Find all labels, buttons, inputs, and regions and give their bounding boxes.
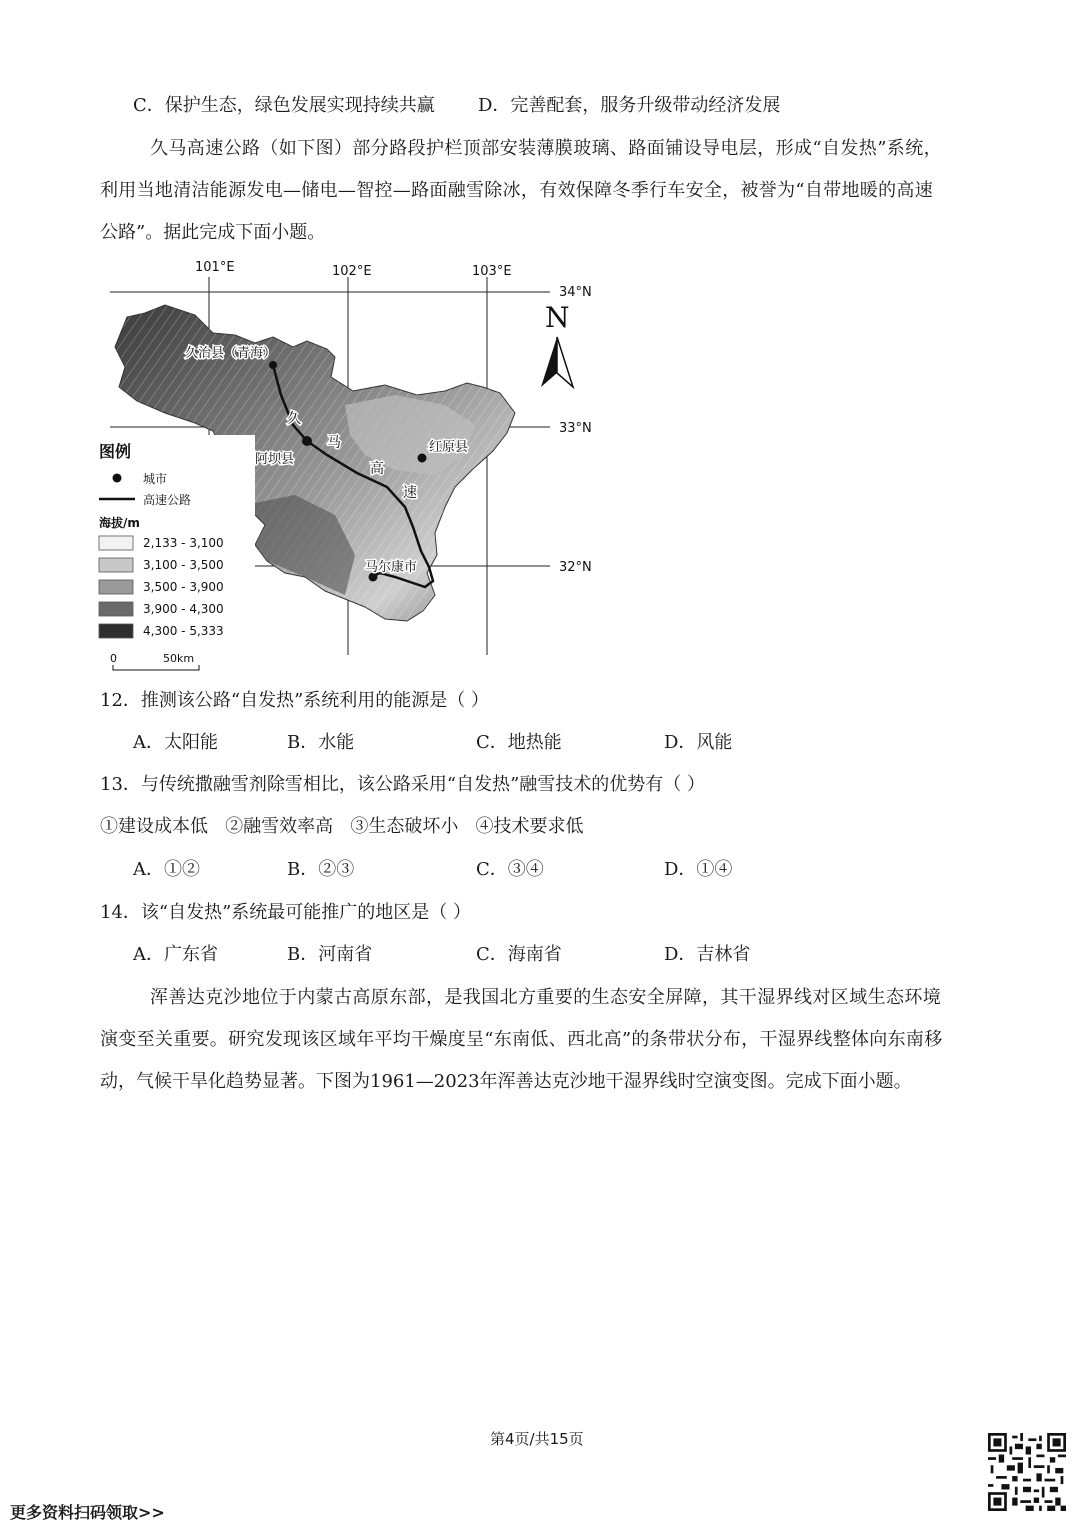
passage1-line1: 久马高速公路（如下图）部分路段护栏顶部安装薄膜玻璃、路面铺设导电层，形成“自发热”系统，	[150, 138, 942, 159]
scale-length: 50km	[163, 652, 195, 665]
passage2-line1: 浑善达克沙地位于内蒙古高原东部，是我国北方重要的生态安全屏障，其干湿界线对区域生态环境	[150, 987, 942, 1008]
page-number: 第4页/共15页	[490, 1430, 584, 1448]
q14-stem: 14．该“自发热”系统最可能推广的地区是（ ）	[100, 902, 472, 923]
more-resources-link[interactable]: 更多资料扫码领取>>	[10, 1503, 165, 1522]
q13-option-a: A．①②	[133, 859, 200, 880]
road-char-4: 速	[403, 485, 417, 501]
city-label-hongyuan: 红原县	[429, 440, 469, 455]
lon-label-101: 101°E	[195, 260, 235, 275]
legend-road-label: 高速公路	[143, 493, 192, 507]
map-legend	[95, 435, 255, 670]
q13-option-d: D．①④	[664, 859, 733, 880]
legend-swatch-1	[99, 536, 133, 550]
legend-class-5: 4,300 - 5,333	[143, 624, 224, 638]
q14-option-b: B．河南省	[287, 944, 373, 965]
legend-elev-title: 海拔/m	[99, 516, 140, 530]
legend-city-icon	[113, 474, 122, 483]
lon-label-103: 103°E	[472, 264, 512, 279]
road-char-2: 马	[327, 435, 341, 451]
road-char-3: 高	[370, 461, 384, 477]
road-char-1: 久	[287, 411, 301, 427]
legend-class-3: 3,500 - 3,900	[143, 580, 224, 594]
qr-code-icon[interactable]	[988, 1433, 1066, 1511]
lon-label-102: 102°E	[332, 264, 372, 279]
legend-class-4: 3,900 - 4,300	[143, 602, 224, 616]
q12-stem: 12．推测该公路“自发热”系统利用的能源是（ ）	[100, 690, 490, 711]
legend-swatch-5	[99, 624, 133, 638]
expressway-map	[95, 255, 615, 675]
legend-class-1: 2,133 - 3,100	[143, 536, 224, 550]
q12-option-a: A．太阳能	[133, 732, 218, 753]
legend-title: 图例	[99, 442, 132, 461]
legend-swatch-3	[99, 580, 133, 594]
lat-label-33: 33°N	[559, 421, 592, 436]
city-dot-jiuzhi	[269, 361, 277, 369]
q14-option-a: A．广东省	[133, 944, 218, 965]
city-dot-hongyuan	[418, 454, 427, 463]
option-c-prev: C．保护生态，绿色发展实现持续共赢	[133, 95, 435, 116]
q13-items: ①建设成本低 ②融雪效率高 ③生态破坏小 ④技术要求低	[100, 816, 584, 837]
legend-class-2: 3,100 - 3,500	[143, 558, 224, 572]
legend-swatch-4	[99, 602, 133, 616]
q12-option-b: B．水能	[287, 732, 355, 753]
q13-option-b: B．②③	[287, 859, 355, 880]
q12-option-d: D．风能	[664, 732, 733, 753]
passage2-line2: 演变至关重要。研究发现该区域年平均干燥度呈“东南低、西北高”的条带状分布，干湿界线整体向东南移	[100, 1029, 943, 1050]
option-d-prev: D．完善配套，服务升级带动经济发展	[478, 95, 781, 116]
q13-stem: 13．与传统撒融雪剂除雪相比，该公路采用“自发热”融雪技术的优势有（ ）	[100, 774, 706, 795]
q12-option-c: C．地热能	[476, 732, 562, 753]
city-label-aba: 阿坝县	[255, 452, 295, 467]
svg-text:N: N	[545, 301, 570, 334]
q14-option-c: C．海南省	[476, 944, 562, 965]
q14-option-d: D．吉林省	[664, 944, 751, 965]
city-label-jiuzhi: 久治县（青海）	[185, 346, 277, 361]
passage1-line2: 利用当地清洁能源发电—储电—智控—路面融雪除冰，有效保障冬季行车安全，被誉为“自带地暖的高速	[100, 180, 933, 201]
lat-label-32: 32°N	[559, 560, 592, 575]
passage2-line3: 动，气候干旱化趋势显著。下图为1961—2023年浑善达克沙地干湿界线时空演变图。完成下面小题。	[100, 1071, 912, 1092]
lat-label-34: 34°N	[559, 285, 592, 300]
city-label-maerkang: 马尔康市	[365, 560, 418, 575]
north-arrow-icon	[541, 301, 573, 387]
city-dot-aba	[302, 436, 312, 446]
q13-option-c: C．③④	[476, 859, 544, 880]
passage1-line3: 公路”。据此完成下面小题。	[100, 222, 326, 243]
legend-swatch-2	[99, 558, 133, 572]
legend-city-label: 城市	[143, 472, 168, 486]
scale-zero: 0	[110, 652, 117, 665]
